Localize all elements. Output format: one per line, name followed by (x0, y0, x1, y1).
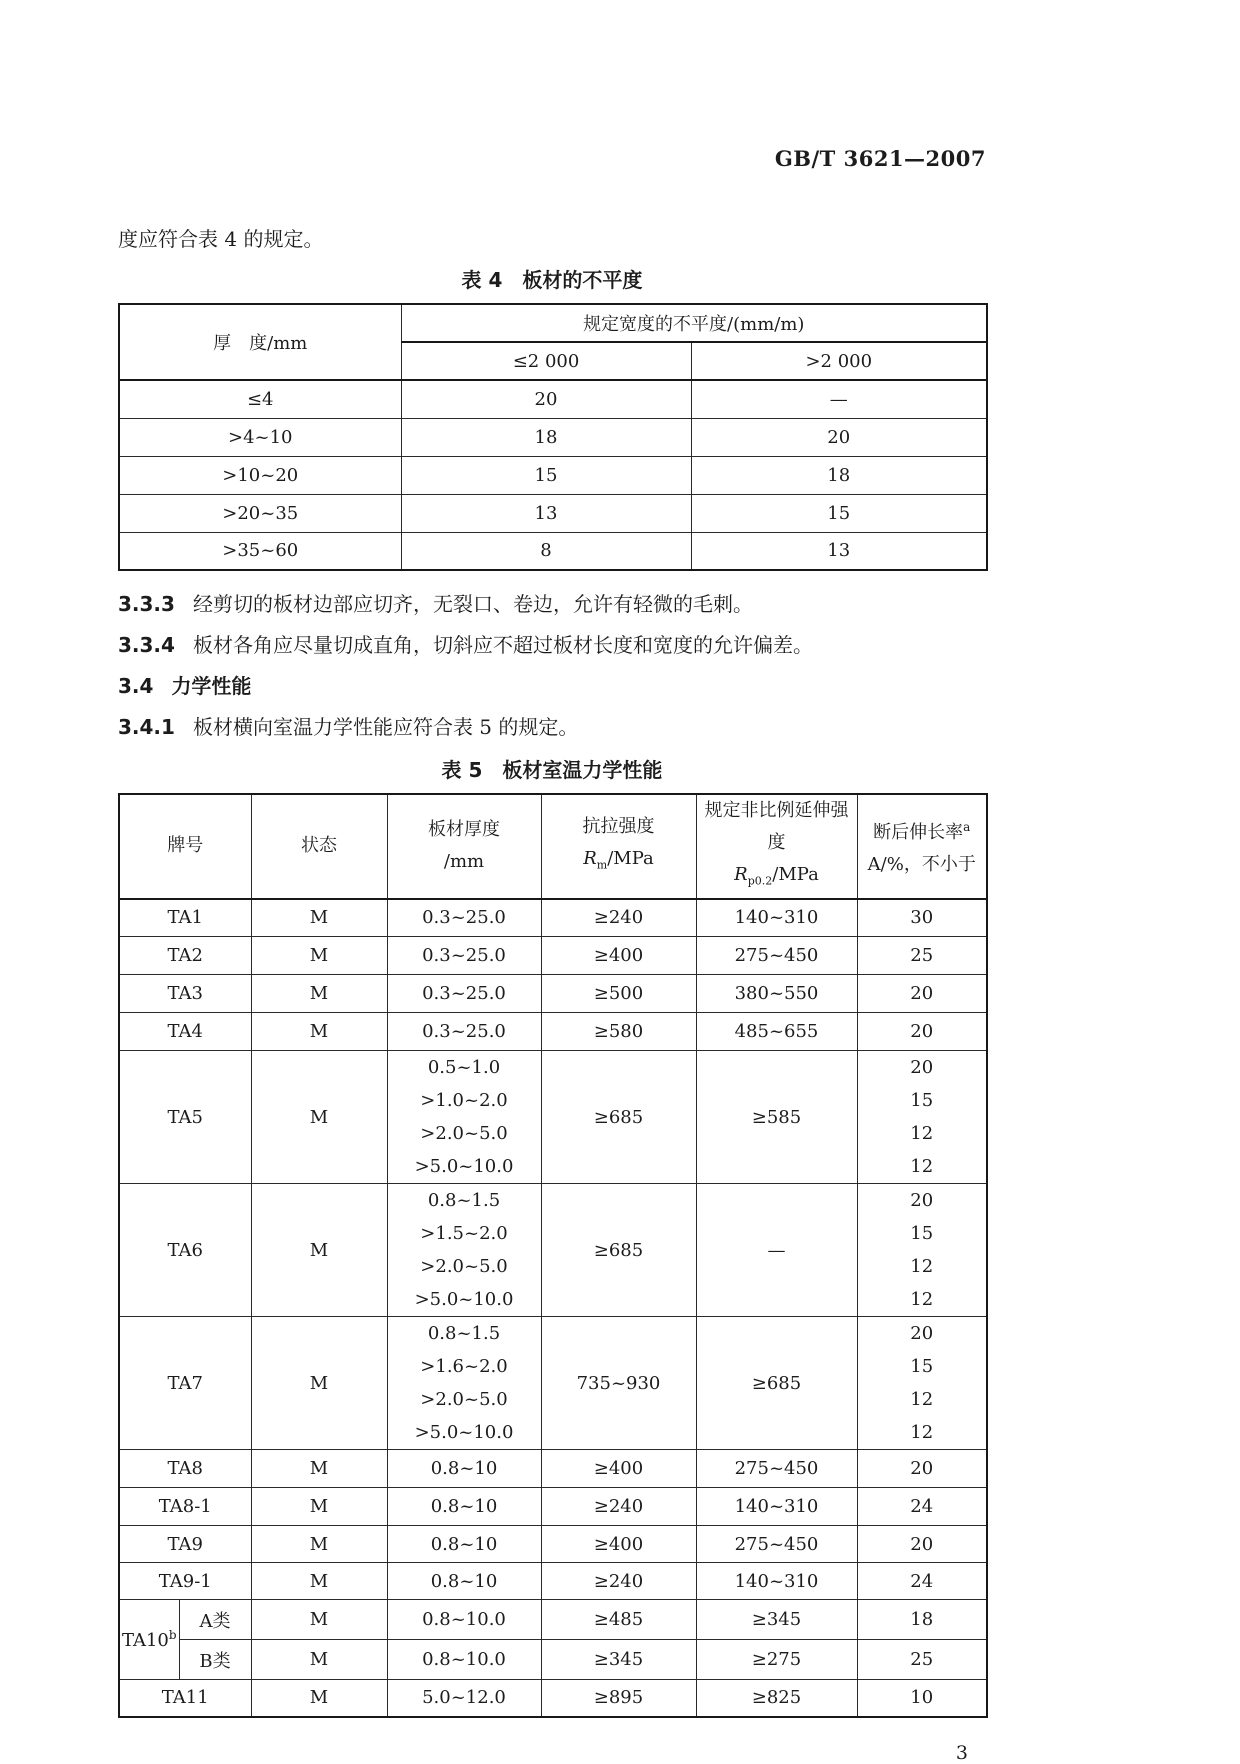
rm-cell: ≥685 (541, 1051, 696, 1184)
thickness-cell: 0.8~1.5 >1.6~2.0 >2.0~5.0 >5.0~10.0 (387, 1317, 541, 1450)
rm-cell: ≥400 (541, 937, 696, 975)
thickness-cell: 0.8~10.0 (387, 1600, 541, 1640)
thickness-cell: 0.3~25.0 (387, 899, 541, 937)
state-cell: M (251, 1526, 387, 1563)
elongation-cell: 20 15 12 12 (857, 1317, 987, 1450)
elongation-cell: 25 (857, 937, 987, 975)
table4-subheader-gt2000: >2 000 (691, 342, 987, 380)
elongation-cell: 20 (857, 1526, 987, 1563)
table-row-ta7 (119, 1317, 987, 1450)
state-cell: M (251, 1317, 387, 1450)
table4-header-row (119, 304, 987, 342)
thickness-cell: 0.3~25.0 (387, 1013, 541, 1051)
thickness-cell: 0.8~1.5 >1.5~2.0 >2.0~5.0 >5.0~10.0 (387, 1184, 541, 1317)
state-cell: M (251, 1488, 387, 1526)
table4-col-thickness: 厚 度/mm (119, 304, 401, 380)
table5-col-rp: 规定非比例延伸强度 $R_{p0.2}$/MPa (696, 794, 857, 899)
clause-3-3-3 (118, 589, 986, 619)
value-cell: 15 (691, 494, 987, 532)
rp-cell: 275~450 (696, 937, 857, 975)
rp-cell: 140~310 (696, 899, 857, 937)
rm-cell: ≥400 (541, 1450, 696, 1488)
elongation-cell: 20 15 12 12 (857, 1184, 987, 1317)
table5-col-state: 状态 (251, 794, 387, 899)
clause-number: 3.3.4 (118, 633, 175, 657)
thickness-cell: 0.3~25.0 (387, 975, 541, 1013)
table-row-ta9 (119, 1526, 987, 1563)
thickness-cell: 0.8~10 (387, 1563, 541, 1600)
table-row-ta4 (119, 1013, 987, 1051)
table-row-ta6 (119, 1184, 987, 1317)
table-row (119, 494, 987, 532)
thickness-cell: 0.8~10 (387, 1488, 541, 1526)
value-cell: — (691, 380, 987, 418)
table-row-ta5 (119, 1051, 987, 1184)
rm-cell: ≥240 (541, 1488, 696, 1526)
clause-number: 3.4 (118, 674, 154, 698)
state-cell: M (251, 937, 387, 975)
value-cell: 15 (401, 456, 691, 494)
rm-cell: ≥400 (541, 1526, 696, 1563)
thickness-cell: 0.8~10 (387, 1450, 541, 1488)
clause-3-4-1 (118, 712, 986, 742)
state-cell: M (251, 1184, 387, 1317)
elongation-footnote-mark: a (963, 820, 971, 835)
table-row-ta2 (119, 937, 987, 975)
thickness-cell: 0.8~10.0 (387, 1640, 541, 1680)
clause-3-4 (118, 671, 986, 701)
intro-paragraph: 度应符合表 4 的规定。 (118, 227, 324, 251)
state-cell: M (251, 1450, 387, 1488)
rp-cell: ≥275 (696, 1640, 857, 1680)
grade-cell: TA2 (119, 937, 251, 975)
table5-header-row (119, 794, 987, 899)
table4-title: 表 4 板材的不平度 (461, 268, 643, 292)
grade-cell: TA10$^b$ (119, 1600, 179, 1680)
grade-cell: TA4 (119, 1013, 251, 1051)
thickness-cell: ≤4 (119, 380, 401, 418)
rp-cell: — (696, 1184, 857, 1317)
rp-cell: 140~310 (696, 1563, 857, 1600)
value-cell: 18 (401, 418, 691, 456)
rp-cell: 380~550 (696, 975, 857, 1013)
rp-symbol: R (734, 864, 748, 885)
rp-cell: ≥345 (696, 1600, 857, 1640)
table4-subheader-le2000: ≤2 000 (401, 342, 691, 380)
grade-cell: TA7 (119, 1317, 251, 1450)
table-row (119, 380, 987, 418)
grade-cell: TA8-1 (119, 1488, 251, 1526)
state-cell: M (251, 1680, 387, 1717)
value-cell: 13 (401, 494, 691, 532)
doc-code: GB/T 3621—2007 (774, 146, 986, 171)
table-row (119, 532, 987, 570)
grade-cell: TA1 (119, 899, 251, 937)
grade-cell: TA8 (119, 1450, 251, 1488)
elongation-cell: 24 (857, 1488, 987, 1526)
table4 (118, 303, 988, 571)
elongation-cell: 20 (857, 975, 987, 1013)
rm-cell: ≥240 (541, 899, 696, 937)
rm-symbol: R (583, 848, 597, 869)
elongation-cell: 18 (857, 1600, 987, 1640)
rm-subscript: m (596, 858, 608, 872)
grade-class-cell: A类 (179, 1600, 251, 1640)
rm-cell: ≥240 (541, 1563, 696, 1600)
thickness-cell: >4~10 (119, 418, 401, 456)
clause-3-3-4 (118, 630, 986, 660)
grade-footnote-mark: b (168, 1628, 177, 1643)
state-cell: M (251, 1013, 387, 1051)
clause-text: 板材各角应尽量切成直角，切斜应不超过板材长度和宽度的允许偏差。 (192, 633, 813, 657)
elongation-cell: 20 15 12 12 (857, 1051, 987, 1184)
rp-cell: 275~450 (696, 1450, 857, 1488)
rm-cell: ≥500 (541, 975, 696, 1013)
table-row (119, 456, 987, 494)
clause-heading-text: 力学性能 (171, 674, 252, 698)
elongation-cell: 10 (857, 1680, 987, 1717)
grade-cell: TA11 (119, 1680, 251, 1717)
rp-cell: 275~450 (696, 1526, 857, 1563)
table-row-ta3 (119, 975, 987, 1013)
rm-cell: ≥345 (541, 1640, 696, 1680)
state-cell: M (251, 899, 387, 937)
table-row-ta10-a (119, 1600, 987, 1640)
grade-cell: TA9 (119, 1526, 251, 1563)
table-row (119, 418, 987, 456)
clause-text: 板材横向室温力学性能应符合表 5 的规定。 (192, 715, 579, 739)
thickness-cell: >35~60 (119, 532, 401, 570)
rp-unit: /MPa (772, 864, 819, 885)
thickness-cell: >20~35 (119, 494, 401, 532)
rm-cell: ≥895 (541, 1680, 696, 1717)
state-cell: M (251, 975, 387, 1013)
state-cell: M (251, 1640, 387, 1680)
grade-cell: TA9-1 (119, 1563, 251, 1600)
rp-cell: 485~655 (696, 1013, 857, 1051)
table5-col-grade: 牌号 (119, 794, 251, 899)
thickness-cell: 0.8~10 (387, 1526, 541, 1563)
value-cell: 20 (691, 418, 987, 456)
table-row-ta8 (119, 1450, 987, 1488)
table5-col-rm: 抗拉强度 $R_m$/MPa (541, 794, 696, 899)
rm-cell: ≥485 (541, 1600, 696, 1640)
rp-cell: 140~310 (696, 1488, 857, 1526)
value-cell: 18 (691, 456, 987, 494)
rp-cell: ≥825 (696, 1680, 857, 1717)
grade-cell: TA3 (119, 975, 251, 1013)
elongation-cell: 30 (857, 899, 987, 937)
table-row-ta9-1 (119, 1563, 987, 1600)
grade-cell: TA6 (119, 1184, 251, 1317)
page-content (118, 0, 986, 1764)
clause-number: 3.3.3 (118, 592, 175, 616)
table5-col-thickness: 板材厚度 /mm (387, 794, 541, 899)
table-row-ta10-b (119, 1640, 987, 1680)
grade-class-cell: B类 (179, 1640, 251, 1680)
thickness-cell: >10~20 (119, 456, 401, 494)
thickness-cell: 0.3~25.0 (387, 937, 541, 975)
elongation-cell: 24 (857, 1563, 987, 1600)
thickness-cell: 5.0~12.0 (387, 1680, 541, 1717)
state-cell: M (251, 1051, 387, 1184)
value-cell: 13 (691, 532, 987, 570)
table-row-ta1 (119, 899, 987, 937)
table5 (118, 793, 988, 1718)
table4-span-header: 规定宽度的不平度/(mm/m) (401, 304, 987, 342)
table5-col-elongation: 断后伸长率$^a$ A/%，不小于 (857, 794, 987, 899)
rp-cell: ≥585 (696, 1051, 857, 1184)
grade-cell: TA5 (119, 1051, 251, 1184)
table-row-ta11 (119, 1680, 987, 1717)
rm-cell: ≥580 (541, 1013, 696, 1051)
state-cell: M (251, 1600, 387, 1640)
rm-cell: 735~930 (541, 1317, 696, 1450)
clause-number: 3.4.1 (118, 715, 175, 739)
value-cell: 8 (401, 532, 691, 570)
page-number: 3 (955, 1741, 968, 1764)
table-row-ta8-1 (119, 1488, 987, 1526)
elongation-cell: 25 (857, 1640, 987, 1680)
table5-title: 表 5 板材室温力学性能 (441, 758, 663, 782)
clause-text: 经剪切的板材边部应切齐，无裂口、卷边，允许有轻微的毛刺。 (192, 592, 753, 616)
rp-subscript: p0.2 (747, 874, 773, 888)
rm-cell: ≥685 (541, 1184, 696, 1317)
elongation-cell: 20 (857, 1450, 987, 1488)
state-cell: M (251, 1563, 387, 1600)
elongation-cell: 20 (857, 1013, 987, 1051)
rm-unit: /MPa (607, 848, 654, 869)
rp-cell: ≥685 (696, 1317, 857, 1450)
value-cell: 20 (401, 380, 691, 418)
thickness-cell: 0.5~1.0 >1.0~2.0 >2.0~5.0 >5.0~10.0 (387, 1051, 541, 1184)
